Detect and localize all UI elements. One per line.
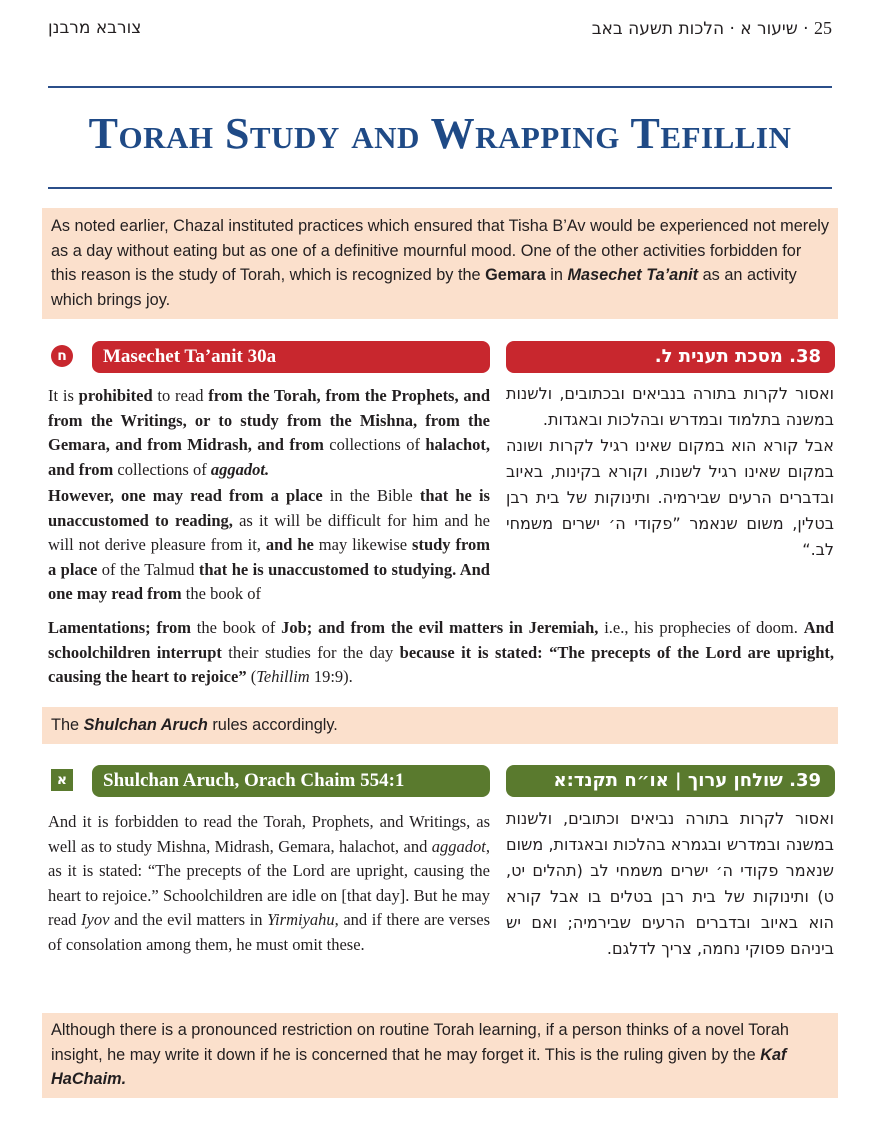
intro-text: As noted earlier, Chazal instituted practices which ensured that Tisha B’Av would be experienced not merely as a day without eating but as one of a definitive mournful mood. One of the other activities forbidden for this reason is the study of Torah, which is recognized by the [51,217,830,284]
page-number: 25 [814,18,832,38]
closing-note [42,1013,838,1098]
header-book-title: צורבא מרבנן [48,18,142,38]
title-rule-top [48,86,832,88]
source-label-hebrew: 39. שולחן ערוך | או״ח תקנד:א [506,765,835,797]
closing-kaf-hachaim: Kaf HaChaim. [51,1045,787,1088]
source-english-continuation: Lamentations; from the book of Job; and from the evil matters in Jeremiah, i.e., his prophecies of doom. And schoolchildren interrupt their studies for the day because it is stated: “The precepts of the Lord are upright, causing the heart to rejoice” (Tehillim 19:9). [48,618,834,686]
header-chapter-title: שיעור א · הלכות תשעה באב [591,19,798,39]
translation-paragraph: It is prohibited to read from the Torah, from the Prophets, and from the Writings, or to study from the Mishna, from the Gemara, and from Midrash, and from collections of halachot, and from collections of aggadot. [48,386,491,479]
source-hebrew-text [506,381,834,563]
ruling-text: The [51,716,84,734]
closing-text: Although there is a pronounced restriction on routine Torah learning, if a person thinks of a novel Torah insight, he may write it down if he is concerned that he may forget it. This is the ruling given by the [51,1021,789,1064]
intro-masechet: Masechet Ta’anit [567,266,699,284]
source-badge-alef: א [51,769,73,791]
hebrew-paragraph: ואסור לקרות בתורה בנביאים ובכתובים, ולשנות במשנה בתלמוד ובמדרש ובהלכות ובאגדות. [506,384,834,429]
translation-paragraph: However, one may read from a place in the Bible that he is unaccustomed to reading, as it will be difficult for him and he will not derive pleasure from it, and he may likewise study from a place of the Talmud that he is unaccustomed to studying. And one may read from the book of [48,486,490,603]
source-label-hebrew: 38. מסכת תענית ל. [506,341,835,373]
hebrew-paragraph: אבל קורא הוא במקום שאינו רגיל לקרות ושונה במקום שאינו רגיל לשנות, וקורא בקינות, באיוב ובדברים הרעים שבירמיה. ותינוקות של בית רבן בטלין, משום שנאמר ”פקודי ה׳ ישרים משמחי לב.“ [506,436,834,559]
intro-note [42,208,838,319]
intro-text-in: in [545,266,568,284]
ruling-text-end: rules accordingly. [207,716,338,734]
source-label-english: Shulchan Aruch, Orach Chaim 554:1 [92,765,490,797]
source-badge-het: ח [51,345,73,367]
translation-paragraph: And it is forbidden to read the Torah, Prophets, and Writings, as well as to study Mishna, Midrash, Gemara, halachot, and aggadot, as it is stated: “The precepts of the Lord are upright, causing the heart to rejoice.” Schoolchildren are idle on [that day]. But he may read Iyov and the evil matters in Yirmiyahu, and if there are verses of consolation among them, he must omit these. [48,812,490,954]
title-rule-bottom [48,187,832,189]
intro-gemara: Gemara [485,266,546,284]
source-hebrew-text [506,806,834,962]
ruling-shulchan-aruch: Shulchan Aruch [83,716,208,734]
source-english-translation [48,810,490,959]
source-english-translation [48,384,490,609]
running-header [48,18,832,42]
header-separator: · [797,19,809,39]
page-title: Torah Study and Wrapping Tefillin [88,109,792,158]
source-label-english: Masechet Ta’anit 30a [92,341,490,373]
intro-text-end: as an activity which brings joy. [51,266,797,309]
ruling-note [42,707,838,744]
header-chapter [592,18,832,39]
hebrew-paragraph: ואסור לקרות בתורה נביאים וכתובים, ולשנות במשנה ובמדרש ובגמרא בהלכות ובאגדות, משום שנאמר פקודי ה׳ ישרים משמחי לב (תהלים יט, ט) ותינוקות של בית רבן בטלים בו אבל קורא הוא באיוב ובדברים הרעים שבירמיה; ואם יש ביניהם פסוקי נחמה, צריך לדלגם. [506,809,834,958]
